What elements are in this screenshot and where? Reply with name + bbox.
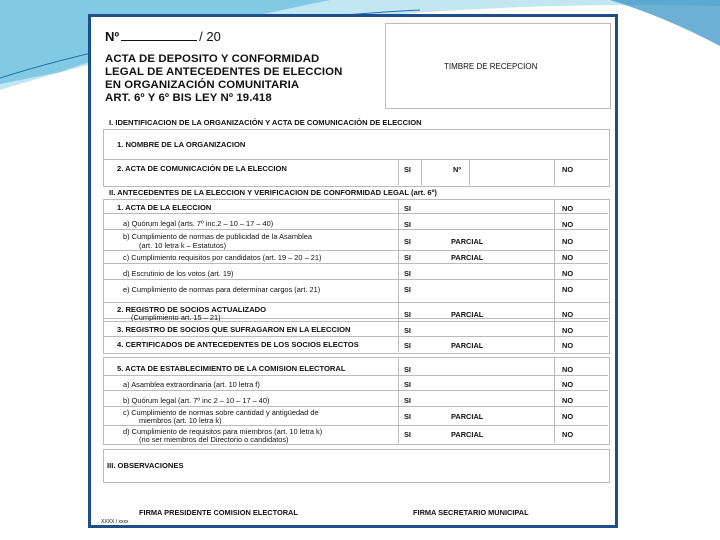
col-divider (398, 302, 399, 352)
number-prefix: Nº (105, 29, 120, 44)
s5-d-label-2: (no ser miembros del Directorio o candidatos) (139, 435, 289, 444)
s5-c-label-1: c) Cumplimiento de normas sobre cantidad y antigüedad de (123, 408, 319, 417)
col-divider (554, 302, 555, 352)
item-e-label: e) Cumplimiento de normas para determinar cargos (art. 21) (123, 285, 321, 294)
s2-4-parcial: PARCIAL (451, 341, 484, 350)
s2-d-si: SI (404, 269, 411, 278)
row-divider (103, 321, 608, 322)
s1-number-label: Nº (453, 165, 462, 174)
s5-c-label-2: miembros (art. 10 letra k) (139, 416, 222, 425)
item-b-label-1: b) Cumplimiento de normas de publicidad de la Asamblea (123, 232, 312, 241)
row-divider (103, 425, 608, 426)
s5-a-label: a) Asamblea extraordinaria (art. 10 letra f) (123, 380, 260, 389)
s2-d-no: NO (562, 269, 574, 278)
voters-registry-label: 3. REGISTRO DE SOCIOS QUE SUFRAGARON EN LA ELECCION (117, 325, 351, 334)
s2-b-si: SI (404, 237, 411, 246)
number-line[interactable] (121, 30, 197, 41)
col-divider (398, 159, 399, 185)
s2-5b-si: SI (404, 396, 411, 405)
section-2-title: II. ANTECEDENTES DE LA ELECCION Y VERIFICACION DE CONFORMIDAD LEGAL (art. 6º) (109, 188, 437, 197)
org-name-label: 1. NOMBRE DE LA ORGANIZACION (117, 140, 246, 149)
s2-4-no: NO (562, 341, 574, 350)
row-divider (103, 250, 608, 251)
col-divider (554, 199, 555, 317)
member-registry-sub: (Cumplimiento art. 15 – 21) (131, 313, 221, 322)
s2-2-parcial: PARCIAL (451, 310, 484, 319)
col-divider (398, 357, 399, 443)
s2-c-no: NO (562, 253, 574, 262)
item-c-label: c) Cumplimiento requisitos por candidatos (art. 19 – 20 – 21) (123, 253, 322, 262)
s2-5c-si: SI (404, 412, 411, 421)
signature-president-label: FIRMA PRESIDENTE COMISION ELECTORAL (139, 508, 298, 517)
s2-a-no: NO (562, 220, 574, 229)
s2-5-no: NO (562, 365, 574, 374)
document-page (88, 14, 618, 528)
s2-2-si: SI (404, 310, 411, 319)
col-divider (554, 159, 555, 185)
col-divider (554, 357, 555, 443)
row-divider (103, 406, 608, 407)
item-d-label: d) Escrutinio de los votos (art. 19) (123, 269, 234, 278)
s2-e-si: SI (404, 285, 411, 294)
row-divider (103, 336, 608, 337)
row-divider (103, 390, 608, 391)
signature-secretary-label: FIRMA SECRETARIO MUNICIPAL (413, 508, 529, 517)
s2-3-no: NO (562, 326, 574, 335)
s2-2-no: NO (562, 310, 574, 319)
title-line-4: ART. 6º Y 6º BIS LEY Nº 19.418 (105, 92, 272, 104)
certificates-label: 4. CERTIFICADOS DE ANTECEDENTES DE LOS SOCIOS ELECTOS (117, 340, 359, 349)
s1-no: NO (562, 165, 574, 174)
s2-c-parcial: PARCIAL (451, 253, 484, 262)
title-line-2: LEGAL DE ANTECEDENTES DE ELECCION (105, 66, 343, 78)
s2-5c-parcial: PARCIAL (451, 412, 484, 421)
section-1-box (103, 129, 610, 187)
row-divider (103, 279, 608, 280)
col-divider (398, 199, 399, 317)
col-divider (469, 159, 470, 185)
title-line-1: ACTA DE DEPOSITO Y CONFORMIDAD (105, 53, 320, 65)
row-divider (103, 213, 608, 214)
election-notice-label: 2. ACTA DE COMUNICACIÓN DE LA ELECCION (117, 164, 287, 173)
s2-5a-no: NO (562, 380, 574, 389)
s2-4-si: SI (404, 341, 411, 350)
s2-b-no: NO (562, 237, 574, 246)
s2-5b-no: NO (562, 396, 574, 405)
observations-title: III. OBSERVACIONES (107, 461, 184, 470)
row-divider (103, 263, 608, 264)
s2-1-si: SI (404, 204, 411, 213)
election-act-label: 1. ACTA DE LA ELECCION (117, 203, 212, 212)
s2-5c-no: NO (562, 412, 574, 421)
s2-5d-si: SI (404, 430, 411, 439)
s5-b-label: b) Quórum legal (art. 7º inc 2 – 10 – 17 – 40) (123, 396, 270, 405)
s2-e-no: NO (562, 285, 574, 294)
s2-a-si: SI (404, 220, 411, 229)
col-divider (421, 159, 422, 185)
s5-d-label-1: d) Cumplimiento de requisitos para miembros (art. 10 letra k) (123, 427, 323, 436)
s2-5d-no: NO (562, 430, 574, 439)
s2-1-no: NO (562, 204, 574, 213)
row-divider (103, 159, 608, 160)
document-number (105, 29, 221, 44)
form-code: XXXX / xxxx (101, 519, 129, 525)
s1-si: SI (404, 165, 411, 174)
row-divider (103, 229, 608, 230)
number-suffix: / 20 (199, 29, 221, 44)
item-b-label-2: (art. 10 letra k – Estatutos) (139, 241, 227, 250)
title-line-3: EN ORGANIZACIÓN COMUNITARIA (105, 79, 300, 91)
electoral-commission-label: 5. ACTA DE ESTABLECIMIENTO DE LA COMISION ELECTORAL (117, 364, 346, 373)
s2-c-si: SI (404, 253, 411, 262)
s2-3-si: SI (404, 326, 411, 335)
s2-5-si: SI (404, 365, 411, 374)
s2-5d-parcial: PARCIAL (451, 430, 484, 439)
stamp-label: TIMBRE DE RECEPCION (444, 62, 538, 71)
reception-stamp-box (385, 23, 611, 109)
member-registry-label: 2. REGISTRO DE SOCIOS ACTUALIZADO (117, 305, 267, 314)
s2-5a-si: SI (404, 380, 411, 389)
item-a-label: a) Quórum legal (arts. 7º inc.2 – 10 – 17 – 40) (123, 219, 274, 228)
section-1-title: I. IDENTIFICACION DE LA ORGANIZACIÓN Y ACTA DE COMUNICACIÓN DE ELECCION (109, 118, 422, 127)
row-divider (103, 375, 608, 376)
s2-b-parcial: PARCIAL (451, 237, 484, 246)
